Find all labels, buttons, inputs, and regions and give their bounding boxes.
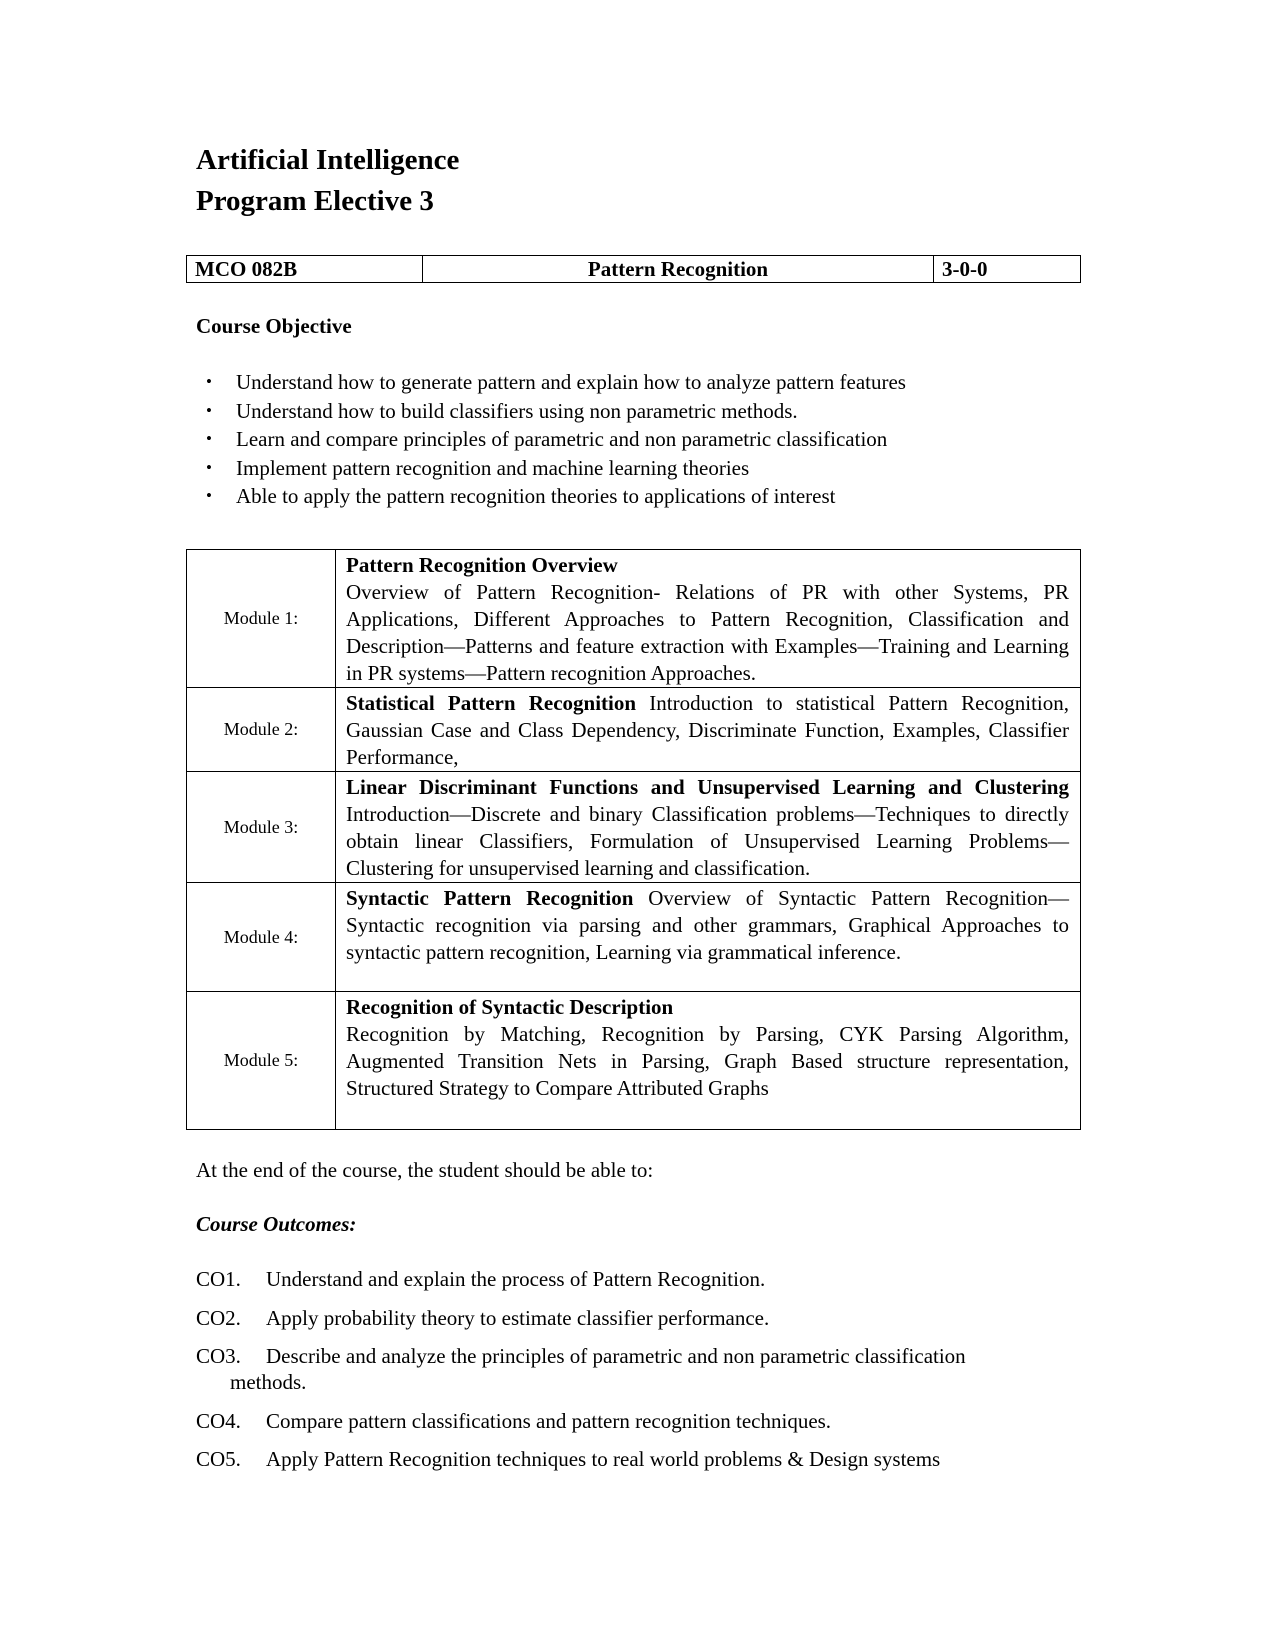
outcome-text-continuation: methods. [230,1370,307,1394]
module-label: Module 2: [187,688,336,772]
module-label: Module 4: [187,883,336,992]
outcome-code: CO3. [196,1344,241,1368]
list-item [196,454,1096,483]
module-description: Overview of Pattern Recognition- Relations of PR with other Systems, PR Applications, Different Approaches to Pattern Recognition, Classification and Description—Patterns and feature extraction with Examples—Training and Learning in PR systems—Pattern recognition Approaches. [346,580,1069,685]
list-item [196,482,1096,511]
outcome-code: CO1. [196,1267,241,1291]
table-row [187,550,1081,688]
module-title: Syntactic Pattern Recognition [346,886,634,910]
list-item [196,368,1096,397]
course-name: Pattern Recognition [423,256,934,283]
module-label: Module 1: [187,550,336,688]
title-line-1: Artificial Intelligence [196,144,460,176]
table-row [187,992,1081,1130]
module-title: Statistical Pattern Recognition [346,691,637,715]
module-description: Overview of Syntactic Pattern Recognition—Syntactic recognition via parsing and other grammars, Graphical Approaches to syntactic pattern recognition, Learning via grammatical inference. [346,886,1069,964]
end-of-course-text: At the end of the course, the student should be able to: [196,1158,654,1182]
outcome-code: CO5. [196,1447,241,1471]
outcome-text: Describe and analyze the principles of parametric and non parametric classification [266,1344,966,1368]
course-outcomes-heading: Course Outcomes: [196,1212,357,1236]
document-title [196,140,459,222]
module-title: Recognition of Syntactic Description [346,995,674,1019]
outcome-code: CO4. [196,1408,241,1433]
outcome-text: Apply Pattern Recognition techniques to real world problems & Design systems [266,1447,941,1471]
bullet-icon: • [206,486,212,505]
title-line-2: Program Elective 3 [196,185,434,217]
list-item [196,425,1096,454]
bullet-icon: • [206,429,212,448]
course-ltp: 3-0-0 [934,256,1081,283]
outcome-list [196,1266,1096,1485]
table-row [187,772,1081,883]
module-content [336,992,1081,1130]
module-content [336,688,1081,772]
outcome-code: CO2. [196,1305,241,1330]
course-code: MCO 082B [187,256,423,283]
list-item [196,1266,1096,1292]
module-content [336,883,1081,992]
bullet-icon: • [206,372,212,391]
table-row [187,688,1081,772]
bullet-icon: • [206,457,212,477]
list-item [196,1305,1096,1331]
module-description: Introduction—Discrete and binary Classification problems—Techniques to directly obtain linear Classifiers, Formulation of Unsupervised Learning Problems—Clustering for unsupervised learning and classification. [346,802,1069,880]
outcome-text: Apply probability theory to estimate classifier performance. [266,1305,770,1330]
module-label: Module 5: [187,992,336,1130]
list-item [196,1446,1096,1472]
outcome-text: Compare pattern classifications and pattern recognition techniques. [266,1408,832,1433]
module-title: Linear Discriminant Functions and Unsupervised Learning and Clustering [346,775,1069,799]
module-description: Recognition by Matching, Recognition by Parsing, CYK Parsing Algorithm, Augmented Transition Nets in Parsing, Graph Based structure representation, Structured Strategy to Compare Attributed Graphs [346,1022,1069,1100]
module-content [336,772,1081,883]
table-row [187,883,1081,992]
objective-text: Learn and compare principles of parametric and non parametric classification [236,427,888,451]
objective-text: Understand how to build classifiers using non parametric methods. [236,398,798,423]
module-table [186,549,1081,1130]
module-title: Pattern Recognition Overview [346,553,618,577]
module-label: Module 3: [187,772,336,883]
list-item [196,1343,1096,1395]
objective-text: Able to apply the pattern recognition theories to applications of interest [236,484,836,508]
outcome-text: Understand and explain the process of Pattern Recognition. [266,1267,766,1291]
list-item [196,1408,1096,1434]
module-content [336,550,1081,688]
objective-list [196,368,1096,511]
course-code-table [186,255,1081,283]
module-description: Introduction to statistical Pattern Recognition, Gaussian Case and Class Dependency, Discriminate Function, Examples, Classifier Performance, [346,691,1069,769]
bullet-icon: • [206,400,212,420]
objective-text: Implement pattern recognition and machine learning theories [236,455,750,480]
objective-text: Understand how to generate pattern and explain how to analyze pattern features [236,370,906,394]
course-objective-heading: Course Objective [196,314,352,338]
list-item [196,397,1096,426]
course-code-row [187,256,1081,283]
